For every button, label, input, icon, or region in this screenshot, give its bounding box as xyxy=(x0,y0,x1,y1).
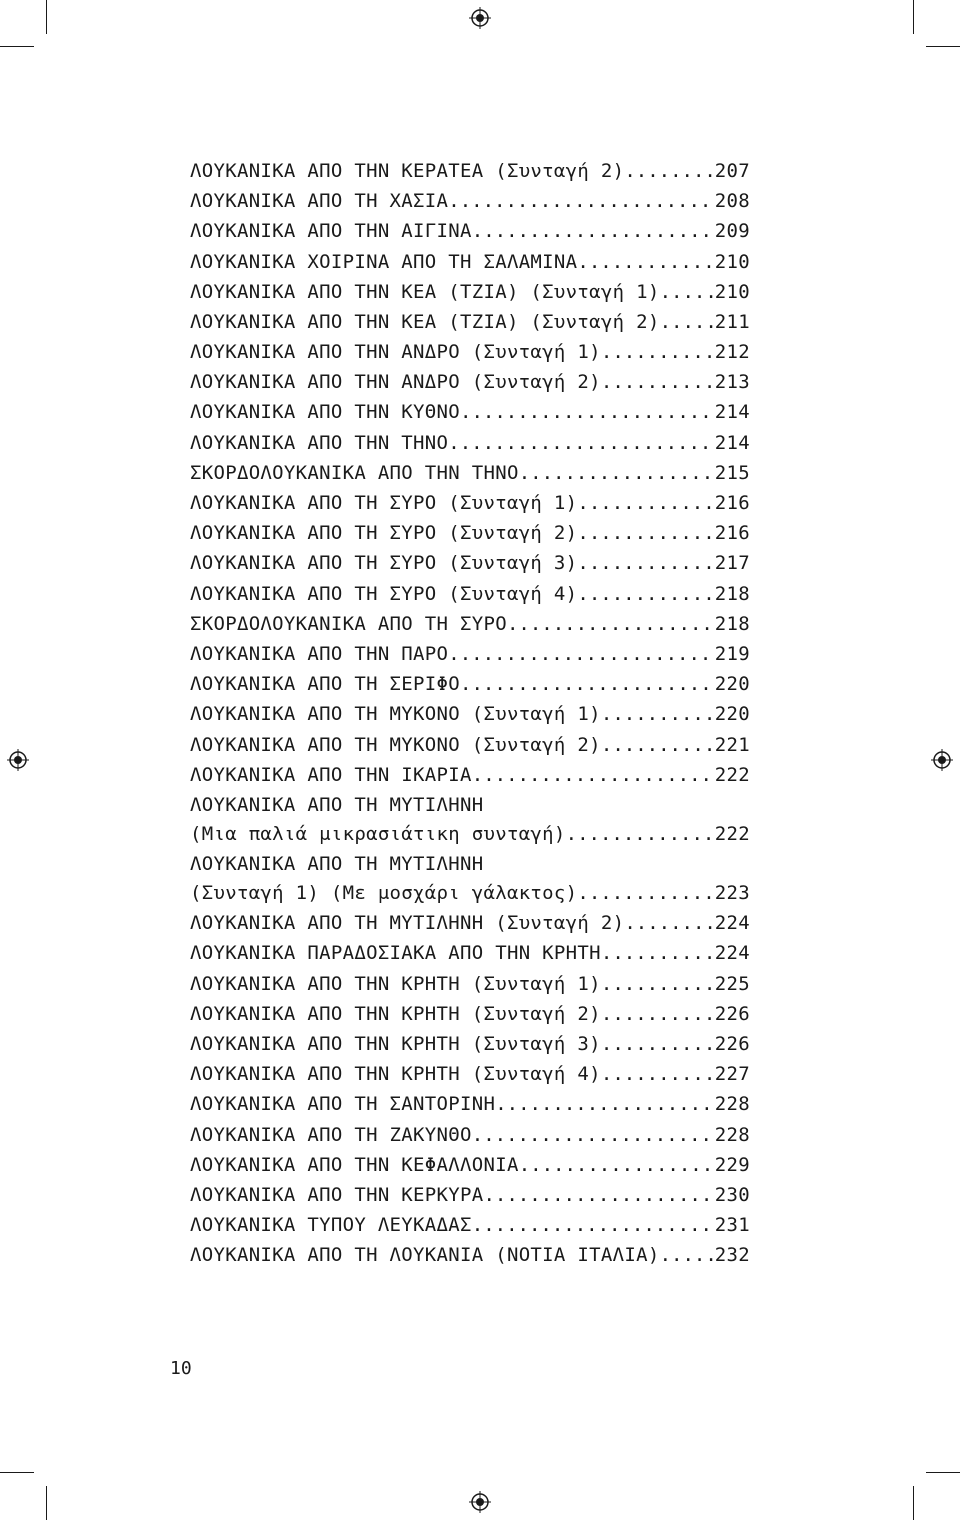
toc-entry xyxy=(190,1120,750,1150)
toc-entry xyxy=(190,639,750,669)
toc-entry-title: ΛΟΥΚΑΝΙΚΑ ΑΠΟ ΤΗΝ ΙΚΑΡΙΑ xyxy=(190,763,472,786)
page-number: 10 xyxy=(170,1358,192,1379)
toc-entry xyxy=(190,1029,750,1059)
toc-entry xyxy=(190,669,750,699)
toc-entry xyxy=(190,428,750,458)
toc-entry xyxy=(190,609,750,639)
toc-entry-title-line1: ΛΟΥΚΑΝΙΚΑ ΑΠΟ ΤΗ ΜΥΤΙΛΗΝΗ xyxy=(190,793,484,816)
toc-entry-title: ΛΟΥΚΑΝΙΚΑ ΠΑΡΑΔΟΣΙΑΚΑ ΑΠΟ ΤΗΝ ΚΡΗΤΗ xyxy=(190,942,601,965)
toc-entry-title: (Μια παλιά μικρασιάτικη συνταγή) xyxy=(190,823,566,846)
toc-entry-title: ΛΟΥΚΑΝΙΚΑ ΑΠΟ ΤΗ ΣΥΡΟ (Συνταγή 3) xyxy=(190,552,578,575)
toc-entry-title: (Συνταγή 1) (Με μοσχάρι γάλακτος) xyxy=(190,882,578,905)
crop-mark-top-left-v xyxy=(46,0,47,34)
toc-entry xyxy=(190,849,750,908)
toc-entry-title: ΛΟΥΚΑΝΙΚΑ ΑΠΟ ΤΗΝ ΚΡΗΤΗ (Συνταγή 1) xyxy=(190,972,601,995)
toc-entry-page: 216 xyxy=(714,492,750,515)
toc-entry xyxy=(190,790,750,849)
dot-leader xyxy=(472,216,713,246)
dot-leader xyxy=(448,186,713,216)
toc-entry-title: ΣΚΟΡΔΟΛΟΥΚΑΝΙΚΑ ΑΠΟ ΤΗΝ ΤΗΝΟ xyxy=(190,461,519,484)
toc-entry xyxy=(190,216,750,246)
toc-entry-title: ΛΟΥΚΑΝΙΚΑ ΑΠΟ ΤΗΝ ΚΡΗΤΗ (Συνταγή 2) xyxy=(190,1002,601,1025)
toc-entry-title: ΛΟΥΚΑΝΙΚΑ ΑΠΟ ΤΗΝ ΑΝΔΡΟ (Συνταγή 2) xyxy=(190,371,601,394)
dot-leader xyxy=(577,247,712,277)
toc-entry-page: 223 xyxy=(714,882,750,905)
dot-leader xyxy=(624,156,712,186)
toc-entry-title: ΛΟΥΚΑΝΙΚΑ ΑΠΟ ΤΗΝ ΚΡΗΤΗ (Συνταγή 4) xyxy=(190,1063,601,1086)
toc-entry-line2 xyxy=(190,820,750,849)
toc-entry-title: ΛΟΥΚΑΝΙΚΑ ΑΠΟ ΤΗ ΜΥΚΟΝΟ (Συνταγή 1) xyxy=(190,703,601,726)
toc-entry xyxy=(190,458,750,488)
dot-leader xyxy=(601,730,713,760)
toc-entry-page: 218 xyxy=(714,612,750,635)
toc-entry-page: 217 xyxy=(714,552,750,575)
toc-entry-title: ΛΟΥΚΑΝΙΚΑ ΑΠΟ ΤΗ ΣΕΡΙΦΟ xyxy=(190,673,460,696)
toc-entry xyxy=(190,156,750,186)
dot-leader xyxy=(660,1240,713,1270)
toc-entry-page: 214 xyxy=(714,401,750,424)
crop-mark-top-right-v xyxy=(913,0,914,34)
toc-entry-page: 224 xyxy=(714,942,750,965)
toc-entry-title: ΛΟΥΚΑΝΙΚΑ ΑΠΟ ΤΗΝ ΚΡΗΤΗ (Συνταγή 3) xyxy=(190,1033,601,1056)
toc-entry-title: ΛΟΥΚΑΝΙΚΑ ΑΠΟ ΤΗΝ ΤΗΝΟ xyxy=(190,431,449,454)
dot-leader xyxy=(577,879,712,908)
toc-entry xyxy=(190,699,750,729)
toc-entry xyxy=(190,1240,750,1270)
toc-entry-title: ΛΟΥΚΑΝΙΚΑ ΑΠΟ ΤΗ ΣΥΡΟ (Συνταγή 1) xyxy=(190,492,578,515)
toc-entry-title: ΛΟΥΚΑΝΙΚΑ ΑΠΟ ΤΗ ΜΥΚΟΝΟ (Συνταγή 2) xyxy=(190,733,601,756)
toc-entry-title: ΛΟΥΚΑΝΙΚΑ ΑΠΟ ΤΗ ΖΑΚΥΝΘΟ xyxy=(190,1123,472,1146)
toc-entry-title: ΛΟΥΚΑΝΙΚΑ ΑΠΟ ΤΗΝ ΚΕΦΑΛΛΟΝΙΑ xyxy=(190,1153,519,1176)
toc-entry-page: 229 xyxy=(714,1153,750,1176)
toc-entry-page: 225 xyxy=(714,972,750,995)
toc-entry-title: ΛΟΥΚΑΝΙΚΑ ΑΠΟ ΤΗ ΛΟΥΚΑΝΙΑ (ΝΟΤΙΑ ΙΤΑΛΙΑ) xyxy=(190,1244,660,1267)
toc-entry xyxy=(190,1210,750,1240)
dot-leader xyxy=(472,1210,713,1240)
toc-entry xyxy=(190,277,750,307)
dot-leader xyxy=(495,1089,713,1119)
dot-leader xyxy=(601,999,713,1029)
toc-entry-page: 207 xyxy=(714,159,750,182)
toc-entry-page: 208 xyxy=(714,190,750,213)
toc-entry-page: 228 xyxy=(714,1093,750,1116)
toc-entry-page: 211 xyxy=(714,310,750,333)
toc-entry-title: ΛΟΥΚΑΝΙΚΑ ΑΠΟ ΤΗΝ ΠΑΡΟ xyxy=(190,642,449,665)
toc-entry-page: 224 xyxy=(714,912,750,935)
toc-entry xyxy=(190,1089,750,1119)
dot-leader xyxy=(460,669,713,699)
dot-leader xyxy=(519,458,713,488)
crop-mark-top-right-h xyxy=(926,46,960,47)
dot-leader xyxy=(483,1180,712,1210)
toc-entry-page: 231 xyxy=(714,1214,750,1237)
toc-entry xyxy=(190,548,750,578)
toc-entry-title: ΛΟΥΚΑΝΙΚΑ ΑΠΟ ΤΗ ΜΥΤΙΛΗΝΗ (Συνταγή 2) xyxy=(190,912,625,935)
toc-entry-title: ΛΟΥΚΑΝΙΚΑ ΑΠΟ ΤΗΝ ΑΝΔΡΟ (Συνταγή 1) xyxy=(190,341,601,364)
dot-leader xyxy=(601,1029,713,1059)
crop-mark-bottom-right-h xyxy=(926,1472,960,1473)
toc-entry-title: ΛΟΥΚΑΝΙΚΑ ΧΟΙΡΙΝΑ ΑΠΟ ΤΗ ΣΑΛΑΜΙΝΑ xyxy=(190,250,578,273)
toc-entry-page: 226 xyxy=(714,1002,750,1025)
toc-entry-page: 210 xyxy=(714,250,750,273)
toc-entry-title: ΛΟΥΚΑΝΙΚΑ ΑΠΟ ΤΗΝ ΚΕΑ (ΤΖΙΑ) (Συνταγή 1) xyxy=(190,280,660,303)
dot-leader xyxy=(577,518,712,548)
toc-entry-title: ΛΟΥΚΑΝΙΚΑ ΑΠΟ ΤΗΝ ΚΕΡΚΥΡΑ xyxy=(190,1183,484,1206)
registration-mark-icon xyxy=(7,749,29,771)
dot-leader xyxy=(601,1059,713,1089)
toc-entry xyxy=(190,939,750,969)
dot-leader xyxy=(577,488,712,518)
dot-leader xyxy=(448,428,713,458)
toc-entry-page: 222 xyxy=(714,823,750,846)
toc-entry xyxy=(190,186,750,216)
toc-entry xyxy=(190,518,750,548)
dot-leader xyxy=(460,397,713,427)
toc-entry-title: ΛΟΥΚΑΝΙΚΑ ΑΠΟ ΤΗΝ ΚΕΑ (ΤΖΙΑ) (Συνταγή 2) xyxy=(190,310,660,333)
toc-entry-title: ΛΟΥΚΑΝΙΚΑ ΑΠΟ ΤΗ ΣΥΡΟ (Συνταγή 4) xyxy=(190,582,578,605)
toc-entry-line2 xyxy=(190,879,750,908)
toc-entry-page: 215 xyxy=(714,461,750,484)
dot-leader xyxy=(601,367,713,397)
dot-leader xyxy=(507,609,713,639)
toc-entry-title: ΛΟΥΚΑΝΙΚΑ ΑΠΟ ΤΗ ΣΑΝΤΟΡΙΝΗ xyxy=(190,1093,496,1116)
toc-entry-page: 220 xyxy=(714,673,750,696)
toc-entry xyxy=(190,1059,750,1089)
crop-mark-bottom-left-h xyxy=(0,1472,34,1473)
toc-entry-page: 212 xyxy=(714,341,750,364)
dot-leader xyxy=(472,1120,713,1150)
toc-entry xyxy=(190,247,750,277)
dot-leader xyxy=(660,277,713,307)
toc-entry-page: 209 xyxy=(714,220,750,243)
toc-entry-title: ΛΟΥΚΑΝΙΚΑ ΑΠΟ ΤΗ ΧΑΣΙΑ xyxy=(190,190,449,213)
toc-entry-page: 232 xyxy=(714,1244,750,1267)
dot-leader xyxy=(577,548,712,578)
crop-mark-top-left-h xyxy=(0,46,34,47)
toc-entry-title: ΛΟΥΚΑΝΙΚΑ ΑΠΟ ΤΗΝ ΚΥΘΝΟ xyxy=(190,401,460,424)
toc-entry xyxy=(190,337,750,367)
toc-entry-page: 216 xyxy=(714,522,750,545)
dot-leader xyxy=(519,1150,713,1180)
dot-leader xyxy=(624,908,712,938)
toc-entry-page: 230 xyxy=(714,1183,750,1206)
dot-leader xyxy=(601,938,713,968)
dot-leader xyxy=(577,579,712,609)
toc-entry-title: ΛΟΥΚΑΝΙΚΑ ΑΠΟ ΤΗΝ ΑΙΓΙΝΑ xyxy=(190,220,472,243)
toc-entry-page: 220 xyxy=(714,703,750,726)
toc-entry xyxy=(190,579,750,609)
toc-entry-title-line1: ΛΟΥΚΑΝΙΚΑ ΑΠΟ ΤΗ ΜΥΤΙΛΗΝΗ xyxy=(190,853,484,876)
dot-leader xyxy=(601,969,713,999)
toc-entry xyxy=(190,969,750,999)
toc-entry-title: ΛΟΥΚΑΝΙΚΑ ΤΥΠΟΥ ΛΕΥΚΑΔΑΣ xyxy=(190,1214,472,1237)
toc-entry-page: 222 xyxy=(714,763,750,786)
dot-leader xyxy=(566,820,713,849)
toc-entry-page: 226 xyxy=(714,1033,750,1056)
dot-leader xyxy=(660,307,713,337)
dot-leader xyxy=(472,760,713,790)
toc-entry xyxy=(190,999,750,1029)
crop-mark-bottom-right-v xyxy=(913,1486,914,1520)
toc-entry-page: 218 xyxy=(714,582,750,605)
toc-entry xyxy=(190,367,750,397)
toc-entry-page: 221 xyxy=(714,733,750,756)
registration-mark-icon xyxy=(469,1491,491,1513)
toc-entry xyxy=(190,1150,750,1180)
dot-leader xyxy=(601,337,713,367)
registration-mark-icon xyxy=(469,7,491,29)
toc-entry-page: 213 xyxy=(714,371,750,394)
toc-entry xyxy=(190,307,750,337)
table-of-contents xyxy=(190,156,750,1271)
dot-leader xyxy=(601,699,713,729)
toc-entry-title: ΛΟΥΚΑΝΙΚΑ ΑΠΟ ΤΗΝ ΚΕΡΑΤΕΑ (Συνταγή 2) xyxy=(190,159,625,182)
toc-entry xyxy=(190,730,750,760)
toc-entry-page: 219 xyxy=(714,642,750,665)
toc-entry xyxy=(190,908,750,938)
toc-entry-title: ΣΚΟΡΔΟΛΟΥΚΑΝΙΚΑ ΑΠΟ ΤΗ ΣΥΡΟ xyxy=(190,612,507,635)
toc-entry xyxy=(190,398,750,428)
registration-mark-icon xyxy=(931,749,953,771)
toc-entry-page: 228 xyxy=(714,1123,750,1146)
toc-entry xyxy=(190,1180,750,1210)
dot-leader xyxy=(448,639,713,669)
toc-entry xyxy=(190,760,750,790)
crop-mark-bottom-left-v xyxy=(46,1486,47,1520)
toc-entry-page: 214 xyxy=(714,431,750,454)
toc-entry-page: 227 xyxy=(714,1063,750,1086)
toc-entry xyxy=(190,488,750,518)
toc-entry-title: ΛΟΥΚΑΝΙΚΑ ΑΠΟ ΤΗ ΣΥΡΟ (Συνταγή 2) xyxy=(190,522,578,545)
toc-entry-page: 210 xyxy=(714,280,750,303)
